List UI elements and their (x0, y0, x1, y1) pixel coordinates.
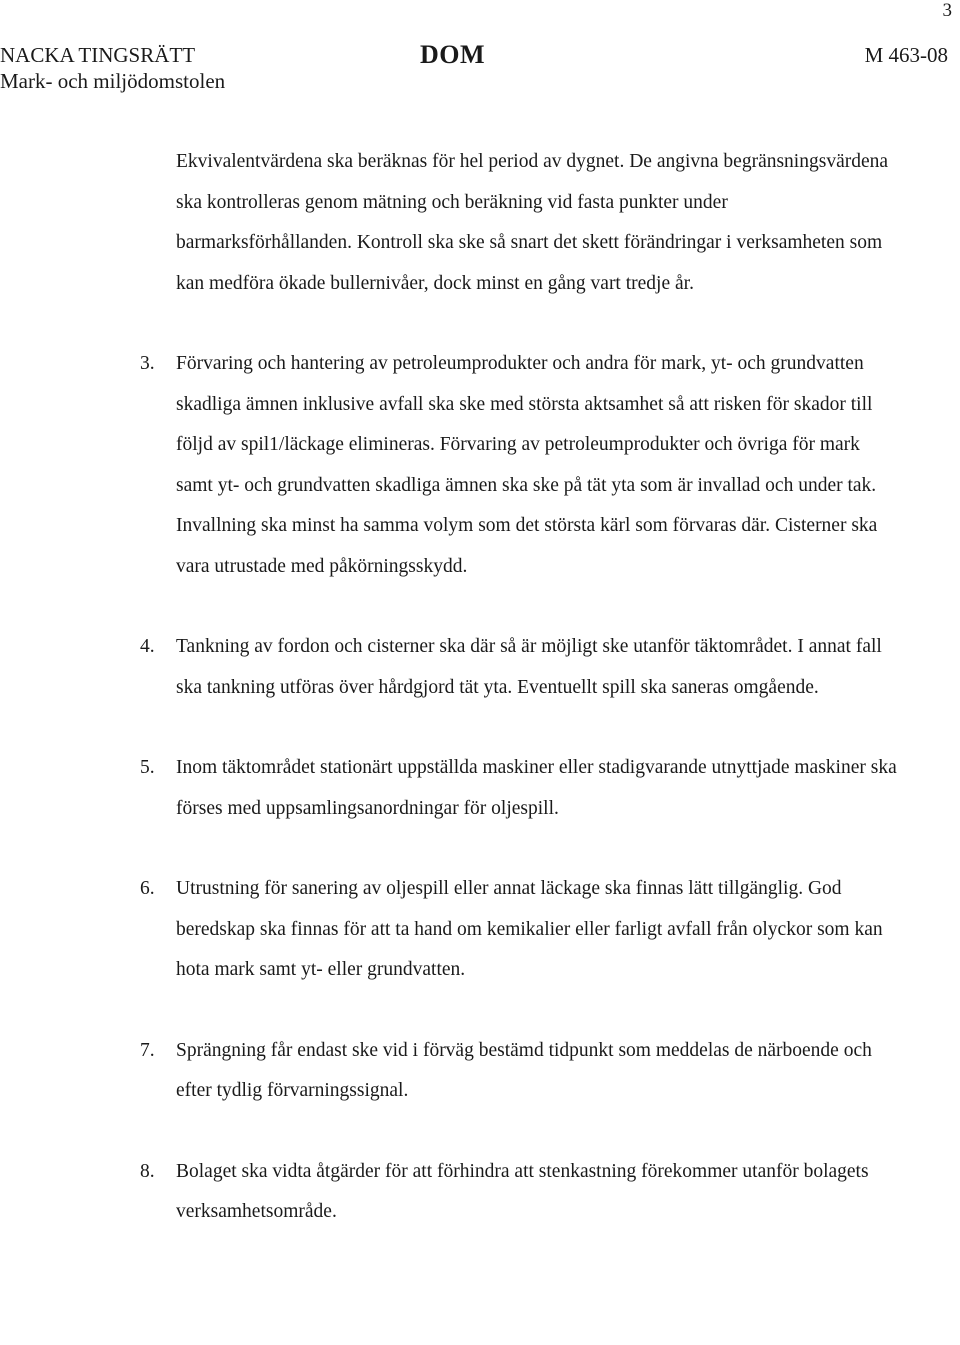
case-number: M 463-08 (864, 43, 948, 67)
item-text: Utrustning för sanering av oljespill eller annat läckage ska finnas lätt tillgänglig. God beredskap ska finnas för att ta hand om kemikalier eller farligt avfall från olyckor som kan hota mark samt yt- eller grundvatten. (176, 878, 883, 980)
item-text: Sprängning får endast ske vid i förväg bestämd tidpunkt som meddelas de närboende och efter tydlig förvarningssignal. (176, 1039, 872, 1101)
document-header (0, 42, 960, 102)
item-text: Tankning av fordon och cisterner ska där så är möjligt ske utanför täktområdet. I annat fall ska tankning utföras över hårdgjord tät yta. Eventuellt spill ska saneras omgående. (176, 636, 882, 698)
page-number: 3 (942, 0, 952, 21)
condition-item-4 (0, 627, 960, 708)
court-department: Mark- och miljödomstolen (0, 69, 226, 93)
item-number: 3. (140, 353, 155, 374)
intro-paragraph: Ekvivalentvärdena ska beräknas för hel period av dygnet. De angivna begränsningsvärdena ska kontrolleras genom mätning och beräkning vid fasta punkter under barmarksförhållanden. Kontroll ska ske så snart det skett förändringar i verksamheten som kan medföra ökade bullernivåer, dock minst en gång vart tredje år. (176, 151, 889, 294)
document-body (0, 142, 960, 1273)
item-number: 7. (140, 1039, 155, 1061)
item-number: 8. (140, 1160, 155, 1182)
item-text: Förvaring och hantering av petroleumprodukter och andra för mark, yt- och grundvatten skadliga ämnen inklusive avfall ska ske med största aktsamhet så att risken för skador till följd av spil1/läckage elimineras. Förvaring av petroleumprodukter och övriga för mark samt yt- och grundvatten skadliga ämnen ska ske på tät yta som är invallad och under tak. Invallning ska minst ha samma volym som det största kärl som förvaras där. Cisterner ska vara utrustade med påkörningsskydd. (176, 353, 878, 577)
condition-item-3 (0, 344, 960, 587)
item-number: 4. (140, 636, 155, 657)
condition-item-6 (0, 869, 960, 991)
item-number: 5. (140, 757, 155, 778)
condition-item-8 (0, 1152, 960, 1233)
item-number: 6. (140, 878, 155, 899)
item-text: Bolaget ska vidta åtgärder för att förhindra att stenkastning förekommer utanför bolagets verksamhetsområde. (176, 1160, 869, 1222)
item-text: Inom täktområdet stationärt uppställda maskiner eller stadigvarande utnyttjade maskiner ska förses med uppsamlingsanordningar för oljespill. (176, 757, 897, 819)
court-name: NACKA TINGSRÄTT (0, 43, 196, 67)
condition-item-7 (0, 1031, 960, 1112)
condition-item-5 (0, 748, 960, 829)
document-type: DOM (420, 40, 486, 69)
